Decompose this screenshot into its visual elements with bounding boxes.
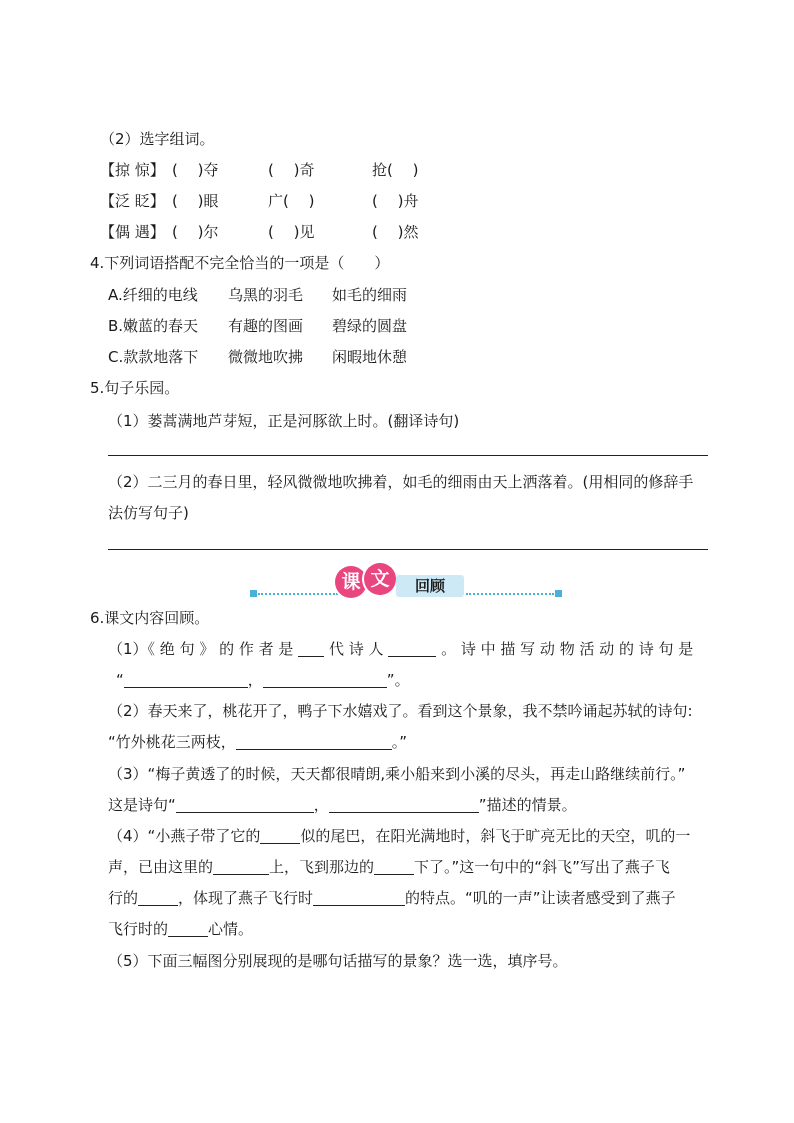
q3-sub2: （2）选字组词。	[100, 130, 215, 148]
q6-s4-h: 的特点。“叽的一声”让读者感受到了燕子	[405, 889, 676, 907]
q6-s4-line3	[108, 888, 676, 908]
q6-s1-line1	[108, 639, 693, 659]
banner-dot-left	[250, 590, 257, 597]
q6-s4-c: 声，已由这里的	[108, 858, 214, 876]
q6-s1-b: 代 诗 人	[328, 640, 384, 658]
q4-option-a-2: 乌黑的羽毛	[228, 286, 304, 304]
banner-char-2: 文	[364, 563, 396, 595]
q6-s1-line2	[116, 670, 410, 690]
q4-stem: 4.下列词语搭配不完全恰当的一项是（ ）	[90, 254, 390, 272]
q5-sub1: （1）蒌蒿满地芦芽短，正是河豚欲上时。(翻译诗句)	[108, 412, 460, 430]
answer-line-q5-1[interactable]	[108, 455, 708, 456]
blank-s3-1[interactable]	[176, 796, 314, 813]
q3-row1-item2: ( )奇	[268, 161, 315, 179]
q6-s4-d: 上，飞到那边的	[269, 858, 375, 876]
blank-s2[interactable]	[236, 733, 392, 750]
q6-s1-c: 。 诗 中 描 写 动 物 活 动 的 诗 句 是	[441, 640, 694, 658]
q6-s3-start: 这是诗句“	[108, 796, 176, 814]
q6-s3-end: ”描述的情景。	[478, 796, 577, 814]
blank-verse-1[interactable]	[124, 671, 248, 688]
q6-s4-i: 飞行时的	[108, 920, 169, 938]
q4-option-b-2: 有趣的图画	[228, 317, 304, 335]
comma: ，	[247, 671, 263, 689]
q3-row1-item3: 抢( )	[372, 161, 419, 179]
q4-option-a: A.纤细的电线	[108, 286, 198, 304]
banner-line-right	[466, 593, 554, 595]
q6-s2-start: “竹外桃花三两枝，	[108, 733, 236, 751]
q3-row3-item1: ( )尔	[172, 223, 219, 241]
q6-s3-line1: （3）“梅子黄透了的时候，天天都很晴朗,乘小船来到小溪的尽头，再走山路继续前行。”	[108, 765, 686, 783]
blank-verse-2[interactable]	[263, 671, 387, 688]
q3-row3-item2: ( )见	[268, 223, 315, 241]
blank-s4-1[interactable]	[260, 827, 300, 844]
q4-option-c-3: 闲暇地休憩	[332, 348, 408, 366]
q6-s4-line4	[108, 919, 253, 939]
q5-stem: 5.句子乐园。	[90, 379, 180, 397]
banner-label: 回顾	[396, 575, 464, 597]
blank-s4-3[interactable]	[374, 858, 414, 875]
q6-s2-end: 。”	[391, 733, 408, 751]
q6-s4-line1	[108, 826, 690, 846]
banner-line-left	[258, 593, 338, 595]
quote-close: ”。	[386, 671, 410, 689]
q6-s4-g: ，体现了燕子飞行时	[178, 889, 314, 907]
q6-s2-line2	[108, 732, 407, 752]
banner-dot-right	[555, 590, 562, 597]
q3-row3-item3: ( )然	[372, 223, 419, 241]
q6-s3-line2	[108, 795, 577, 815]
q4-option-c-2: 微微地吹拂	[228, 348, 304, 366]
blank-s4-2[interactable]	[213, 858, 269, 875]
q6-stem: 6.课文内容回顾。	[90, 609, 210, 627]
q6-s4-j: 心情。	[208, 920, 254, 938]
blank-s4-4[interactable]	[138, 889, 178, 906]
q5-sub2-line2: 法仿写句子)	[108, 504, 189, 522]
answer-line-q5-2[interactable]	[108, 549, 708, 550]
comma-s3: ，	[313, 796, 329, 814]
banner-char-1: 课	[335, 566, 367, 598]
q6-s2-line1: （2）春天来了，桃花开了，鸭子下水嬉戏了。看到这个景象，我不禁吟诵起苏轼的诗句:	[108, 702, 693, 720]
blank-poet[interactable]	[388, 640, 436, 657]
blank-s4-6[interactable]	[168, 920, 208, 937]
q3-row1-head: 【掠 惊】	[100, 161, 165, 179]
q3-row3-head: 【偶 遇】	[100, 223, 165, 241]
q6-s4-f: 行的	[108, 889, 139, 907]
q6-s4-a: （4）“小燕子带了它的	[108, 827, 261, 845]
blank-s4-5[interactable]	[313, 889, 405, 906]
q3-row2-item1: ( )眼	[172, 192, 219, 210]
q3-row2-item3: ( )舟	[372, 192, 419, 210]
blank-s3-2[interactable]	[329, 796, 479, 813]
q6-s5: （5）下面三幅图分别展现的是哪句话描写的景象？选一选，填序号。	[108, 952, 568, 970]
q4-option-b: B.嫩蓝的春天	[108, 317, 199, 335]
q3-row2-item2: 广( )	[268, 192, 315, 210]
q6-s4-line2	[108, 857, 670, 877]
quote-open: “	[116, 671, 124, 689]
q6-s1-a: （1）《 绝 句 》 的 作 者 是	[108, 640, 294, 658]
q6-s4-e: 下了。”这一句中的“斜飞”写出了燕子飞	[414, 858, 670, 876]
q3-row1-item1: ( )夺	[172, 161, 219, 179]
q4-option-a-3: 如毛的细雨	[332, 286, 408, 304]
q4-option-c: C.款款地落下	[108, 348, 199, 366]
q5-sub2-line1: （2）二三月的春日里，轻风微微地吹拂着，如毛的细雨由天上洒落着。(用相同的修辞手	[108, 473, 694, 491]
blank-dynasty[interactable]	[298, 640, 324, 657]
q6-s4-b: 似的尾巴，在阳光满地时，斜飞于旷亮无比的天空，叽的一	[300, 827, 691, 845]
q4-option-b-3: 碧绿的圆盘	[332, 317, 408, 335]
q3-row2-head: 【泛 眨】	[100, 192, 165, 210]
